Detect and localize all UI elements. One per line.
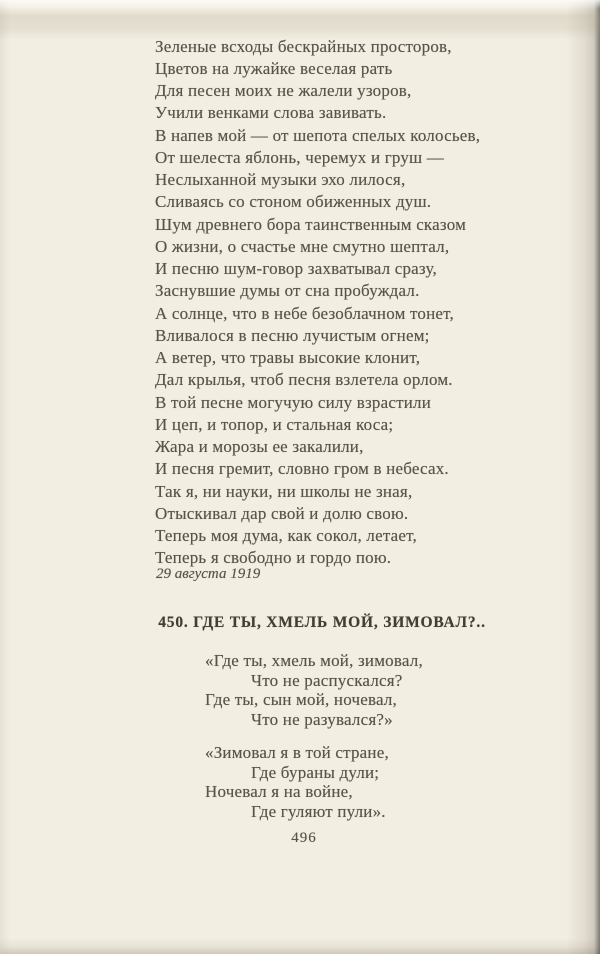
poem-line: Вливалося в песню лучистым огнем; (155, 326, 430, 345)
poem-line: Цветов на лужайке веселая рать (155, 59, 393, 78)
poem-line: Заснувшие думы от сна пробуждал. (155, 281, 420, 300)
poem-previous-text (155, 36, 480, 570)
poem-line: Где гуляют пули». (251, 801, 386, 821)
poem-line: Жара и морозы ее закалили, (155, 437, 364, 456)
poem-line: Теперь моя дума, как сокол, летает, (155, 526, 417, 545)
poem-line: Дал крылья, чтоб песня взлетела орлом. (155, 370, 453, 389)
poem-date: 29 августа 1919 (156, 566, 261, 582)
poem-line: Шум древнего бора таинственным сказом (155, 215, 467, 234)
poem-line: Что не распускался? (251, 670, 403, 690)
poem-line: Где ты, сын мой, ночевал, (205, 690, 397, 709)
poem-line: А солнце, что в небе безоблачном тонет, (155, 304, 454, 323)
stanza (155, 303, 480, 391)
poem-line: «Зимовал я в той стране, (205, 743, 389, 762)
stanza (155, 125, 480, 213)
poem-line: В той песне могучую силу взрастили (155, 393, 431, 412)
stanza (205, 651, 423, 729)
poem-line: И цеп, и топор, и стальная коса; (155, 415, 394, 434)
poem-line: Что не разувался?» (251, 709, 393, 729)
poem-line: Теперь я свободно и гордо пою. (155, 548, 392, 567)
stanza (155, 392, 480, 480)
poem-line: Ночевал я на войне, (205, 782, 353, 801)
poem-line: Сливаясь со стоном обиженных душ. (155, 192, 432, 211)
poem-line: В напев мой — от шепота спелых колосьев, (155, 126, 481, 145)
poem-line: Где бураны дули; (251, 762, 380, 782)
stanza (155, 36, 480, 124)
stanza (155, 481, 480, 569)
poem-450-text (205, 651, 423, 835)
poem-line: Для песен моих не жалели узоров, (155, 81, 412, 100)
poem-line: О жизни, о счастье мне смутно шептал, (155, 237, 450, 256)
page-number: 496 (291, 830, 317, 846)
poem-line: Зеленые всходы бескрайных просторов, (155, 37, 452, 56)
poem-title: 450. ГДЕ ТЫ, ХМЕЛЬ МОЙ, ЗИМОВАЛ?.. (158, 614, 486, 631)
poem-line: Так я, ни науки, ни школы не зная, (155, 482, 413, 501)
poem-line: «Где ты, хмель мой, зимовал, (205, 651, 423, 670)
poem-line: Отыскивал дар свой и долю свою. (155, 504, 409, 523)
stanza (155, 214, 480, 302)
poem-line: А ветер, что травы высокие клонит, (155, 348, 421, 367)
poem-line: Учили венками слова завивать. (155, 103, 387, 122)
poem-line: И песню шум-говор захватывал сразу, (155, 259, 437, 278)
poem-line: Неслыханной музыки эхо лилося, (155, 170, 406, 189)
poem-line: От шелеста яблонь, черемух и груш — (155, 148, 444, 167)
stanza (205, 743, 423, 821)
poem-line: И песня гремит, словно гром в небесах. (155, 459, 449, 478)
